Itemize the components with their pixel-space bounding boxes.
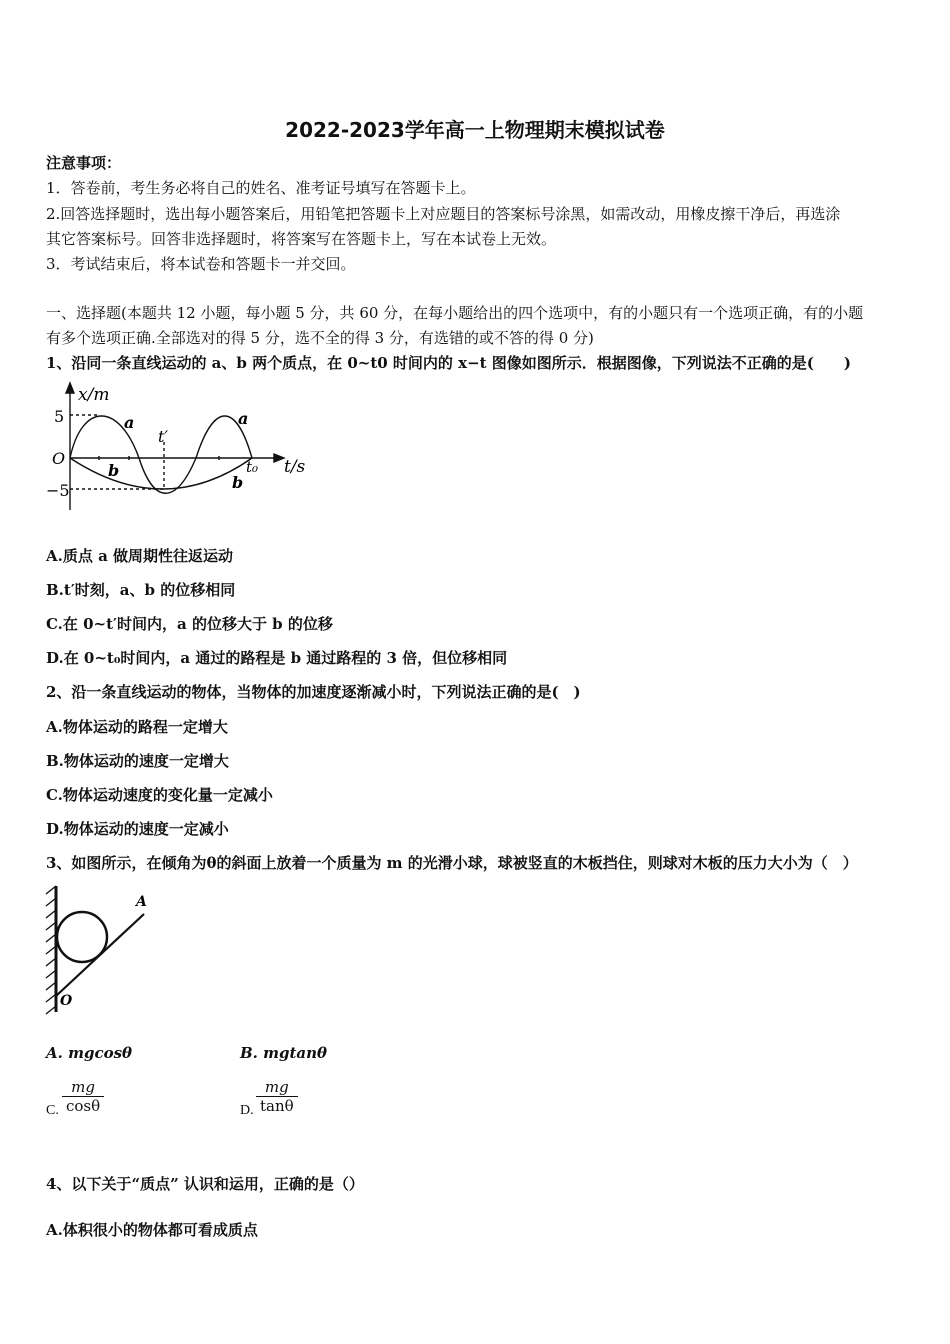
- curve-b: [70, 458, 252, 489]
- q4-option-a[interactable]: A.体积很小的物体都可看成质点: [46, 1221, 258, 1239]
- section-instructions: 一、选择题(本题共 12 小题，每小题 5 分，共 60 分，在每小题给出的四个选项中，有的小题只有一个选项正确，有的小题: [46, 304, 864, 322]
- y-axis-label: x/m: [78, 385, 110, 405]
- t0-label: t₀: [246, 458, 259, 476]
- q2-option-c[interactable]: C.物体运动速度的变化量一定减小: [46, 786, 273, 804]
- question-3-stem: 3、如图所示，在倾角为θ的斜面上放着一个质量为 m 的光滑小球，球被竖直的木板挡住，则球对木板的压力大小为（ ）: [46, 854, 858, 872]
- question-2-stem: 2、沿一条直线运动的物体，当物体的加速度逐渐减小时，下列说法正确的是( ): [46, 683, 581, 701]
- question-4-stem: 4、以下关于“质点” 认识和运用，正确的是（）: [46, 1175, 364, 1193]
- question-1-stem: 1、沿同一条直线运动的 a、b 两个质点，在 0~t0 时间内的 x−t 图像如图所示．根据图像，下列说法不正确的是( ): [46, 354, 851, 372]
- q3-option-a[interactable]: A. mgcosθ: [46, 1044, 133, 1062]
- q3-option-c-fraction[interactable]: [62, 1078, 104, 1115]
- q1-option-c[interactable]: C.在 0~t′时间内，a 的位移大于 b 的位移: [46, 615, 333, 633]
- t-prime-label: t′: [158, 427, 169, 446]
- fraction-numerator: mg: [256, 1078, 298, 1097]
- q2-option-d[interactable]: D.物体运动的速度一定减小: [46, 820, 229, 838]
- q2-option-b[interactable]: B.物体运动的速度一定增大: [46, 752, 229, 770]
- smooth-ball: [57, 912, 107, 962]
- q3-option-d-prefix[interactable]: D.: [240, 1103, 254, 1118]
- label-o: O: [60, 993, 73, 1009]
- q3-incline-figure: [42, 884, 157, 1019]
- q1-option-b[interactable]: B.t′时刻，a、b 的位移相同: [46, 581, 236, 599]
- y-axis-arrow: [66, 383, 74, 393]
- q1-xt-graph: [44, 380, 314, 515]
- notice-item: 其它答案标号。回答非选择题时，将答案写在答题卡上，写在本试卷上无效。: [46, 230, 557, 248]
- notice-heading: 注意事项：: [46, 154, 122, 172]
- tick-neg5: −5: [46, 481, 70, 500]
- q1-option-a[interactable]: A.质点 a 做周期性往返运动: [46, 547, 234, 565]
- q3-option-d-fraction[interactable]: [256, 1078, 298, 1115]
- section-instructions: 有多个选项正确.全部选对的得 5 分，选不全的得 3 分，有选错的或不答的得 0 分): [46, 329, 594, 347]
- page-title: 2022-2023学年高一上物理期末模拟试卷: [285, 118, 665, 142]
- x-axis-arrow: [274, 454, 284, 462]
- curve-b-label: b: [108, 461, 120, 480]
- fraction-denominator: tanθ: [260, 1097, 294, 1115]
- fraction-numerator: mg: [62, 1078, 104, 1097]
- curve-a-label: a: [124, 413, 135, 432]
- tick-5: 5: [54, 407, 65, 426]
- q1-option-d[interactable]: D.在 0~t₀时间内，a 通过的路程是 b 通过路程的 3 倍，但位移相同: [46, 649, 508, 667]
- notice-item: 2.回答选择题时，选出每小题答案后，用铅笔把答题卡上对应题目的答案标号涂黑，如需改动，用橡皮擦干净后，再选涂: [46, 205, 841, 223]
- curve-b-label: b: [232, 473, 244, 492]
- q3-option-b[interactable]: B. mgtanθ: [240, 1044, 328, 1062]
- notice-item: 3．考试结束后，将本试卷和答题卡一并交回。: [46, 255, 356, 273]
- q2-option-a[interactable]: A.物体运动的路程一定增大: [46, 718, 228, 736]
- notice-item: 1．答卷前，考生务必将自己的姓名、准考证号填写在答题卡上。: [46, 179, 476, 197]
- curve-a-label: a: [238, 409, 249, 428]
- origin-label: O: [52, 449, 66, 468]
- x-axis-label: t/s: [284, 457, 306, 477]
- fraction-denominator: cosθ: [66, 1097, 101, 1115]
- q3-option-c-prefix[interactable]: C.: [46, 1103, 59, 1118]
- label-a: A: [136, 894, 147, 910]
